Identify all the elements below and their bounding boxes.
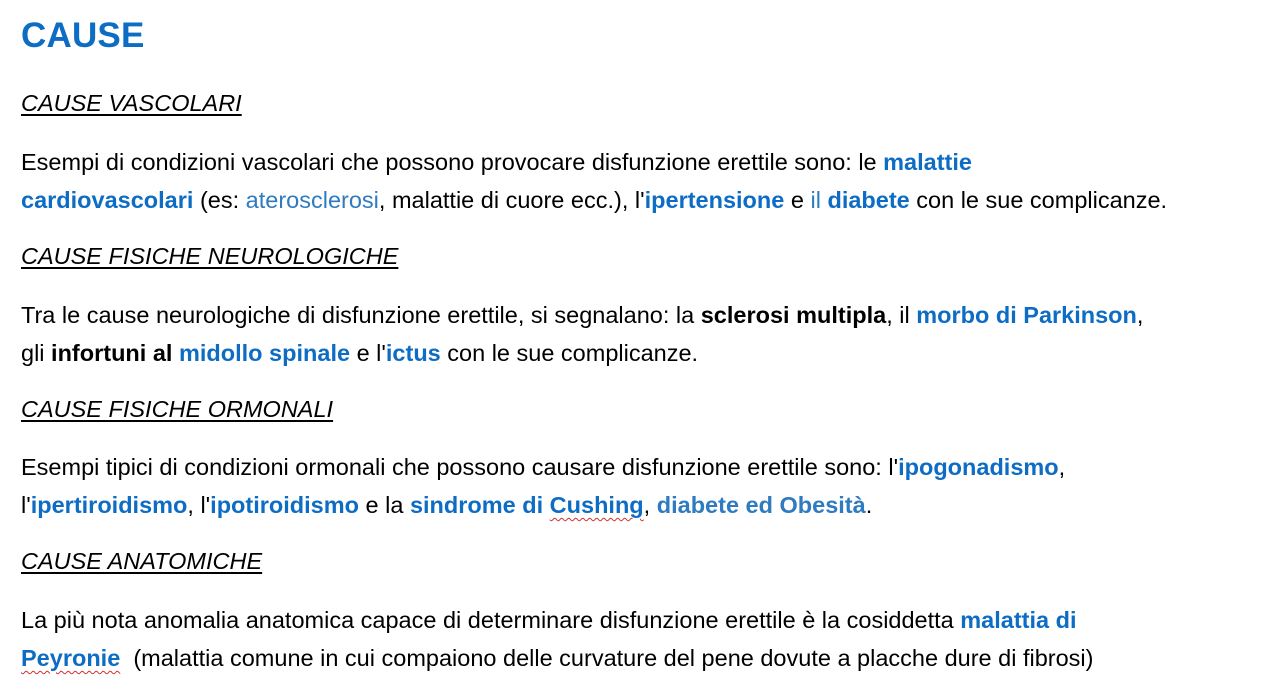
text-run: Esempi di condizioni vascolari che possono provocare disfunzione erettile sono: le <box>21 149 884 175</box>
text-run: . <box>865 492 873 518</box>
link-cushing-misspelled[interactable]: Cushing <box>549 492 644 518</box>
link-aterosclerosi[interactable]: aterosclerosi <box>245 187 379 213</box>
text-run: La più nota anomalia anatomica capace di determinare disfunzione erettile è la cosiddetta <box>21 607 961 633</box>
text-run: e l' <box>350 340 386 366</box>
text-run: con le sue complicanze. <box>440 340 699 366</box>
text-run: , <box>1058 454 1066 480</box>
paragraph-anatomiche <box>21 601 1271 677</box>
link-ipertiroidismo[interactable]: ipertiroidismo <box>30 492 188 518</box>
link-ipotiroidismo[interactable]: ipotiroidismo <box>210 492 359 518</box>
link-ipogonadismo[interactable]: ipogonadismo <box>898 454 1059 480</box>
section-heading-ormonali: CAUSE FISICHE ORMONALI <box>21 396 334 422</box>
link-il[interactable]: il <box>810 187 821 213</box>
link-diabete[interactable]: diabete <box>827 187 910 213</box>
paragraph-vascolari <box>21 143 1271 219</box>
paragraph-line <box>21 639 1271 677</box>
paragraph-line <box>21 448 1271 486</box>
paragraph-neurologiche <box>21 296 1271 372</box>
text-run: Esempi tipici di condizioni ormonali che possono causare disfunzione erettile sono: l' <box>21 454 899 480</box>
paragraph-line <box>21 181 1271 219</box>
link-midollo-spinale[interactable]: midollo spinale <box>178 340 351 366</box>
text-run: , malattie di cuore ecc.), l' <box>378 187 645 213</box>
link-malattie-cardiovascolari-cont[interactable]: cardiovascolari <box>21 187 194 213</box>
text-run: , l' <box>187 492 211 518</box>
text-run: (es: <box>193 187 246 213</box>
section-heading-anatomiche: CAUSE ANATOMICHE <box>21 548 263 574</box>
text-run: e la <box>359 492 410 518</box>
link-peyronie-misspelled[interactable]: Peyronie <box>21 645 121 671</box>
link-ipertensione[interactable]: ipertensione <box>644 187 785 213</box>
text-run: gli <box>21 340 52 366</box>
link-malattie-cardiovascolari[interactable]: malattie <box>883 149 972 175</box>
link-diabete-ed-obesita[interactable]: diabete ed Obesità <box>656 492 866 518</box>
link-sindrome-di-cushing[interactable]: sindrome di <box>409 492 550 518</box>
paragraph-line <box>21 601 1271 639</box>
text-run: l' <box>21 492 31 518</box>
section-heading-neurologiche: CAUSE FISICHE NEUROLOGICHE <box>21 243 399 269</box>
bold-infortuni-al: infortuni al <box>51 340 173 366</box>
link-morbo-di-parkinson[interactable]: morbo di Parkinson <box>916 302 1137 328</box>
link-malattia-di-peyronie[interactable]: malattia di <box>960 607 1077 633</box>
text-run: , il <box>886 302 917 328</box>
paragraph-line <box>21 143 1271 181</box>
paragraph-line <box>21 486 1271 524</box>
bold-sclerosi-multipla: sclerosi multipla <box>700 302 887 328</box>
page-title: CAUSE <box>21 16 145 55</box>
section-heading-vascolari: CAUSE VASCOLARI <box>21 90 242 116</box>
text-run: con le sue complicanze. <box>909 187 1168 213</box>
paragraph-line <box>21 334 1271 372</box>
text-run: e <box>784 187 811 213</box>
paragraph-line <box>21 296 1271 334</box>
text-run: , <box>1136 302 1144 328</box>
text-run: , <box>643 492 657 518</box>
text-run: Tra le cause neurologiche di disfunzione erettile, si segnalano: la <box>21 302 701 328</box>
paragraph-ormonali <box>21 448 1271 524</box>
text-run: (malattia comune in cui compaiono delle curvature del pene dovute a placche dure di fibrosi) <box>120 645 1094 671</box>
link-ictus[interactable]: ictus <box>385 340 441 366</box>
